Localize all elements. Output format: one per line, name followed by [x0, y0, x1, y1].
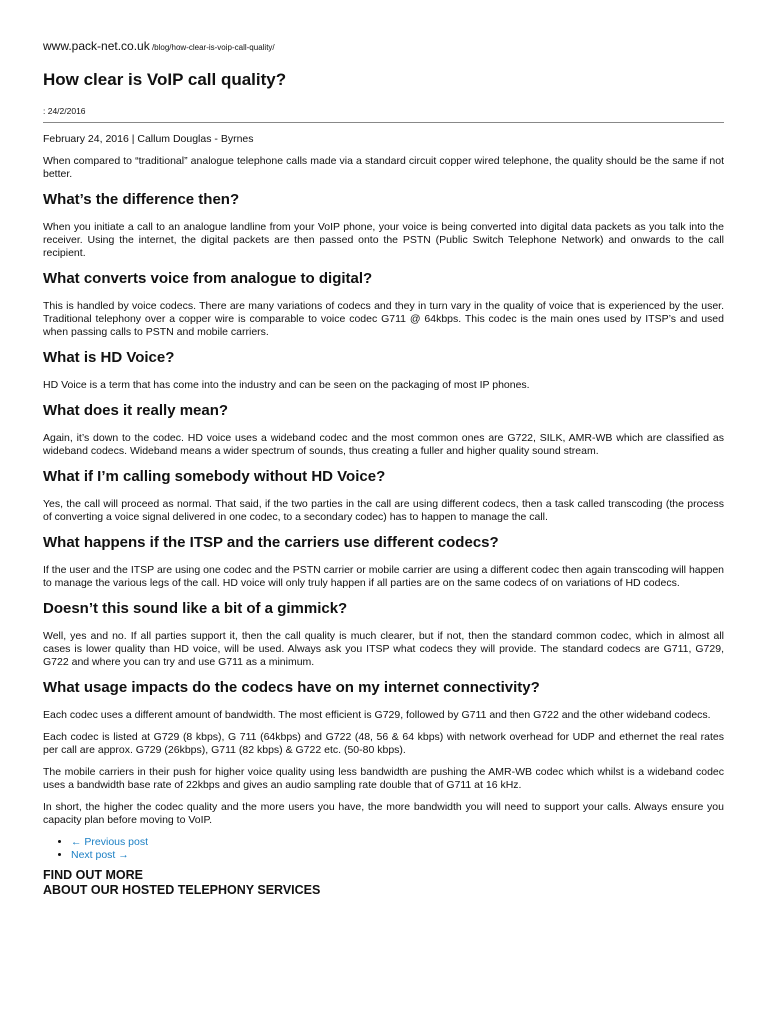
post-date-small: : 24/2/2016 — [43, 106, 86, 116]
divider — [43, 122, 724, 123]
section-paragraph: Well, yes and no. If all parties support it, then the call quality is much clearer, but if not, then the standard common codec, which in almost all cases is lower quality than HD voice, will be used. Always ask you ITSP what codecs they will provide. The standard codecs are G711, G729, G722 and where you can try and use G711 as a minimum. — [43, 630, 724, 668]
section-heading: What if I’m calling somebody without HD Voice? — [43, 468, 386, 485]
section-paragraph: Each codec uses a different amount of bandwidth. The most efficient is G729, followed by G711 and then G722 and the other wideband codecs. — [43, 709, 711, 721]
section-heading: What is HD Voice? — [43, 349, 175, 366]
section-paragraph: If the user and the ITSP are using one codec and the PSTN carrier or mobile carrier are using a different codec then again transcoding will happen to manage the various legs of the call. HD voice will only truly happen if all parties are on the same codecs of on variations of HD codecs. — [43, 564, 724, 589]
post-navigation — [43, 836, 724, 862]
article-body — [43, 133, 724, 898]
section-paragraph: When you initiate a call to an analogue landline from your VoIP phone, your voice is being converted into digital data packets as you talk into the receiver. Using the internet, the digital packets are then passed onto the PSTN (Public Switch Telephone Network) and onwards to the call recipient. — [43, 221, 724, 259]
section-heading: What converts voice from analogue to digital? — [43, 270, 373, 287]
section-heading: What’s the difference then? — [43, 191, 240, 208]
previous-post-link[interactable]: ← Previous post — [71, 836, 149, 848]
section-paragraph: In short, the higher the codec quality and the more users you have, the more bandwidth you will need to support your calls. Always ensure you capacity plan before moving to VoIP. — [43, 801, 724, 826]
article-sections — [43, 191, 724, 827]
article-meta: February 24, 2016 | Callum Douglas - Byrnes — [43, 133, 254, 145]
nav-item-previous — [71, 836, 724, 849]
section-paragraph: Each codec is listed at G729 (8 kbps), G 711 (64kbps) and G722 (48, 56 & 64 kbps) with network overhead for UDP and ethernet the real rates per call are approx. G729 (26kbps), G711 (82 kbps) & G722 etc. (50-80 kbps). — [43, 731, 724, 756]
section-heading: What happens if the ITSP and the carriers use different codecs? — [43, 534, 499, 551]
section-heading: What does it really mean? — [43, 402, 229, 419]
page-title: How clear is VoIP call quality? — [43, 70, 287, 89]
section-paragraph: This is handled by voice codecs. There are many variations of codecs and they in turn vary in the quality of voice that is experienced by the user. Traditional telephony over a copper wire is comparable to voice codec G711 @ 64kbps. This codec is the main ones used by ITSP’s and used when passing calls to PSTN and mobile carriers. — [43, 300, 724, 338]
section-paragraph: HD Voice is a term that has come into the industry and can be seen on the packaging of most IP phones. — [43, 379, 530, 391]
cta-line-2: ABOUT OUR HOSTED TELEPHONY SERVICES — [43, 883, 321, 897]
section-heading: Doesn’t this sound like a bit of a gimmick? — [43, 600, 348, 617]
intro-paragraph: When compared to “traditional” analogue telephone calls made via a standard circuit copper wired telephone, the quality should be the same if not better. — [43, 155, 724, 180]
find-out-more-heading — [43, 868, 724, 898]
url-domain: www.pack-net.co.uk — [43, 39, 150, 53]
next-post-link[interactable]: Next post → — [71, 849, 129, 861]
cta-line-1: FIND OUT MORE — [43, 868, 143, 882]
nav-item-next — [71, 849, 724, 862]
page-url — [43, 40, 275, 54]
section-paragraph: The mobile carriers in their push for higher voice quality using less bandwidth are pushing the AMR-WB codec which whilst is a wideband codec uses a bandwidth base rate of 22kbps and gives an audio sampling rate double that of G711 at 16 kHz. — [43, 766, 724, 791]
section-paragraph: Yes, the call will proceed as normal. That said, if the two parties in the call are using different codecs, then a task called transcoding (the process of converting a voice signal delivered in one codec, to a secondary codec) has to happen to manage the call. — [43, 498, 724, 523]
url-path: /blog/how-clear-is-voip-call-quality/ — [149, 43, 275, 52]
section-paragraph: Again, it’s down to the codec. HD voice uses a wideband codec and the most common ones are G722, SILK, AMR-WB which are classified as wideband codecs. Wideband means a wider spectrum of sounds, thus creating a fuller and higher quality sound stream. — [43, 432, 724, 457]
section-heading: What usage impacts do the codecs have on my internet connectivity? — [43, 679, 540, 696]
